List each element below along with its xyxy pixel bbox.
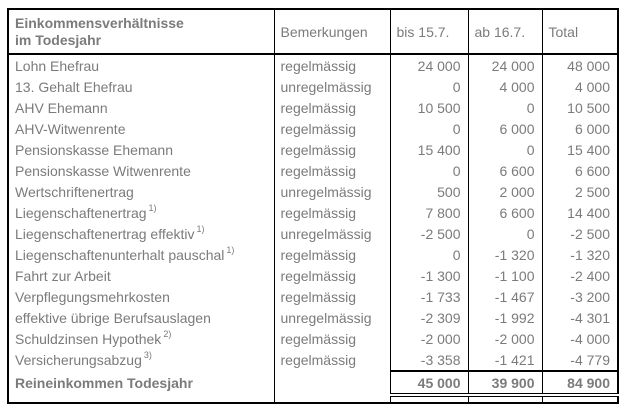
header-from-july16: ab 16.7. — [468, 9, 542, 54]
table-row — [8, 223, 618, 244]
row-label: Verpflegungsmehrkosten — [15, 288, 170, 305]
row-from-july16: 0 — [468, 139, 542, 160]
table-row — [8, 202, 618, 223]
table-row — [8, 286, 618, 307]
table-row — [8, 160, 618, 181]
row-until-july15: 0 — [390, 118, 468, 139]
row-from-july16: -1 992 — [468, 307, 542, 328]
row-total: 6 000 — [542, 118, 618, 139]
table-row — [8, 118, 618, 139]
table-row — [8, 181, 618, 202]
row-remark: regelmässig — [274, 139, 390, 160]
table-row — [8, 265, 618, 286]
row-remark: unregelmässig — [274, 76, 390, 97]
header-income-situation — [8, 9, 274, 54]
row-until-july15: 15 400 — [390, 139, 468, 160]
row-total: 6 600 — [542, 160, 618, 181]
row-label: Schuldzinsen Hypothek $^{2)}$ — [15, 328, 172, 347]
row-until-july15: -1 300 — [390, 265, 468, 286]
total-until-july15: 45 000 — [390, 371, 468, 395]
row-total: -4 000 — [542, 328, 618, 349]
row-remark: unregelmässig — [274, 181, 390, 202]
row-label: Liegenschaftenertrag $^{1)}$ — [15, 202, 157, 221]
row-until-july15: -2 000 — [390, 328, 468, 349]
row-remark: regelmässig — [274, 202, 390, 223]
spacer-cell — [468, 395, 542, 403]
total-from-july16: 39 900 — [468, 371, 542, 395]
row-from-july16: 6 600 — [468, 202, 542, 223]
row-from-july16: 6 600 — [468, 160, 542, 181]
footnote-marker: 3) — [143, 350, 152, 361]
row-until-july15: 7 800 — [390, 202, 468, 223]
row-total: 14 400 — [542, 202, 618, 223]
row-from-july16: 0 — [468, 97, 542, 118]
row-label: 13. Gehalt Ehefrau — [15, 78, 133, 95]
total-total: 84 900 — [542, 371, 618, 395]
row-total: -1 320 — [542, 244, 618, 265]
table-row — [8, 349, 618, 371]
table-body — [8, 54, 618, 371]
header-line-2: im Todesjahr — [15, 31, 102, 48]
total-row — [8, 371, 618, 395]
footnote-marker: 1) — [196, 223, 205, 234]
row-remark: regelmässig — [274, 118, 390, 139]
row-total: -4 779 — [542, 349, 618, 371]
row-from-july16: 6 000 — [468, 118, 542, 139]
row-until-july15: 24 000 — [390, 54, 468, 76]
row-total: 48 000 — [542, 54, 618, 76]
row-until-july15: 0 — [390, 160, 468, 181]
spacer-cell — [542, 395, 618, 403]
bottom-spacer-row — [8, 395, 618, 403]
table-row — [8, 76, 618, 97]
spacer-cell — [274, 395, 390, 403]
row-label: Liegenschaftenunterhalt pauschal $^{1)}$ — [15, 244, 235, 263]
row-remark: unregelmässig — [274, 223, 390, 244]
row-remark: unregelmässig — [274, 307, 390, 328]
row-remark: regelmässig — [274, 54, 390, 76]
row-label: Pensionskasse Witwenrente — [15, 162, 191, 179]
spacer-cell — [8, 395, 274, 403]
row-until-july15: 10 500 — [390, 97, 468, 118]
row-until-july15: -2 500 — [390, 223, 468, 244]
table-row — [8, 139, 618, 160]
row-total: -2 500 — [542, 223, 618, 244]
row-total: 15 400 — [542, 139, 618, 160]
row-until-july15: 500 — [390, 181, 468, 202]
row-from-july16: -1 100 — [468, 265, 542, 286]
row-from-july16: -1 467 — [468, 286, 542, 307]
row-from-july16: 2 000 — [468, 181, 542, 202]
row-label: Versicherungsabzug $^{3)}$ — [15, 350, 152, 368]
spacer-cell — [390, 395, 468, 403]
row-from-july16: 24 000 — [468, 54, 542, 76]
footnote-marker: 1) — [148, 202, 157, 213]
table-row — [8, 244, 618, 265]
table-footer — [8, 371, 618, 403]
row-remark: regelmässig — [274, 286, 390, 307]
footnote-marker: 2) — [163, 328, 172, 339]
table-row — [8, 307, 618, 328]
row-total: -3 200 — [542, 286, 618, 307]
row-label: AHV Ehemann — [15, 99, 108, 116]
header-line-1: Einkommensverhältnisse — [15, 14, 184, 31]
row-label: AHV-Witwenrente — [15, 120, 126, 137]
row-remark: regelmässig — [274, 328, 390, 349]
row-total: -4 301 — [542, 307, 618, 328]
row-until-july15: -2 309 — [390, 307, 468, 328]
header-remarks: Bemerkungen — [274, 9, 390, 54]
row-total: -2 400 — [542, 265, 618, 286]
row-from-july16: 4 000 — [468, 76, 542, 97]
row-until-july15: -3 358 — [390, 349, 468, 371]
row-from-july16: -1 320 — [468, 244, 542, 265]
row-until-july15: 0 — [390, 76, 468, 97]
row-remark: regelmässig — [274, 97, 390, 118]
row-label: Lohn Ehefrau — [15, 57, 100, 74]
row-total: 2 500 — [542, 181, 618, 202]
row-label: Liegenschaftenertrag effektiv $^{1)}$ — [15, 223, 205, 242]
footnote-marker: 1) — [226, 244, 235, 255]
total-row-label: Reineinkommen Todesjahr — [15, 375, 193, 391]
row-from-july16: -2 000 — [468, 328, 542, 349]
table-row — [8, 54, 618, 76]
row-label: Wertschriftenertrag — [15, 183, 134, 200]
row-from-july16: 0 — [468, 223, 542, 244]
table-row — [8, 328, 618, 349]
table-header — [8, 9, 618, 54]
row-remark: regelmässig — [274, 160, 390, 181]
row-remark: regelmässig — [274, 244, 390, 265]
header-total: Total — [542, 9, 618, 54]
row-remark: regelmässig — [274, 265, 390, 286]
header-until-july15: bis 15.7. — [390, 9, 468, 54]
total-row-remark — [274, 371, 390, 395]
table-row — [8, 97, 618, 118]
row-until-july15: -1 733 — [390, 286, 468, 307]
row-from-july16: -1 421 — [468, 349, 542, 371]
income-statement-table — [7, 8, 619, 404]
row-remark: regelmässig — [274, 349, 390, 371]
row-label: Fahrt zur Arbeit — [15, 267, 111, 284]
row-label: effektive übrige Berufsauslagen — [15, 309, 211, 326]
row-until-july15: 0 — [390, 244, 468, 265]
row-label: Pensionskasse Ehemann — [15, 141, 173, 158]
row-total: 4 000 — [542, 76, 618, 97]
row-total: 10 500 — [542, 97, 618, 118]
header-row — [8, 9, 618, 54]
